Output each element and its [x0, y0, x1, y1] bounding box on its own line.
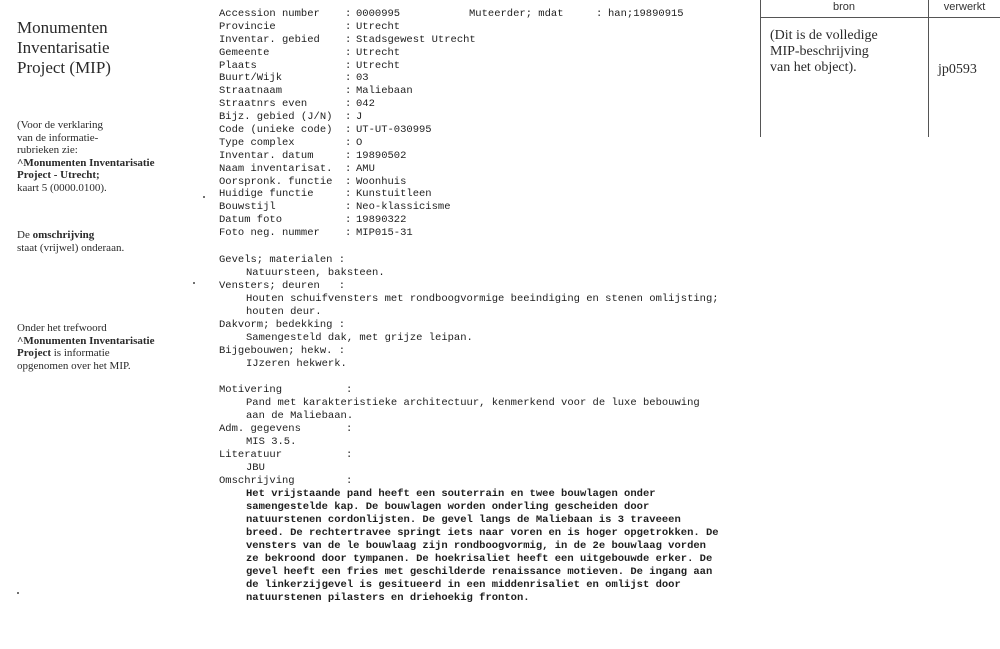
note-link[interactable]: Project - Utrecht; [17, 169, 100, 181]
field-label: Plaats [219, 59, 257, 72]
field-label: Accession number [219, 8, 320, 20]
section-heading: Vensters; deuren : [219, 280, 346, 292]
description-line: natuurstenen pilasters en driehoekig fronton. [246, 592, 530, 604]
section-text: IJzeren hekwerk. [246, 358, 347, 370]
field-value: Utrecht [356, 20, 401, 33]
field-value: Neo-klassicisme [356, 201, 451, 214]
processed-code: jp0593 [938, 62, 977, 77]
column-header-bron: bron [832, 1, 856, 13]
field-colon: : [345, 8, 352, 20]
sidebar-title [17, 18, 197, 78]
field-value: 19890322 [356, 214, 407, 227]
section-text: JBU [246, 462, 265, 474]
section-heading: Motivering [219, 384, 283, 396]
field-value: AMU [356, 162, 375, 175]
field-colon: : [345, 124, 352, 137]
section-text: Houten schuifvensters met rondboogvormige beeindiging en stenen omlijsting; [246, 293, 719, 305]
field-label: Type complex [219, 136, 295, 149]
section-heading: Omschrijving [219, 475, 295, 487]
mutation-colon: : [596, 8, 603, 20]
note-line: opgenomen over het MIP. [17, 359, 131, 372]
section-colon: : [346, 449, 353, 461]
field-value: Kunstuitleen [356, 188, 432, 201]
field-colon: : [345, 227, 352, 240]
box-border-left [760, 0, 761, 137]
column-header-verwerkt: verwerkt [943, 1, 986, 13]
source-description [770, 28, 920, 76]
field-value: 19890502 [356, 149, 407, 162]
field-value: MIP015-31 [356, 227, 413, 240]
field-value: J [356, 111, 363, 124]
mutation-label: Muteerder; mdat [469, 8, 564, 20]
description-line: Het vrijstaande pand heeft een souterrain en twee bouwlagen onder [246, 488, 656, 500]
field-label: Foto neg. nummer [219, 227, 320, 240]
section-heading: Dakvorm; bedekking : [219, 319, 346, 331]
section-colon: : [346, 423, 353, 435]
field-value: O [356, 136, 363, 149]
field-colon: : [345, 46, 352, 59]
mutation-value: han;19890915 [608, 8, 684, 20]
note-line: van de informatie- [17, 131, 99, 144]
field-value: Maliebaan [356, 85, 413, 98]
field-label: Naam inventarisat. [219, 162, 333, 175]
section-text: Natuursteen, baksteen. [246, 267, 385, 279]
sidebar-note-legend [17, 119, 197, 194]
field-colon: : [345, 33, 352, 46]
section-text: MIS 3.5. [246, 436, 297, 448]
field-value: Utrecht [356, 46, 401, 59]
field-label: Inventar. gebied [219, 33, 320, 46]
field-value: 0000995 [356, 8, 401, 20]
scan-speck [203, 196, 205, 198]
description-line: samengestelde kap. De bouwlagen worden onderling gescheiden door [246, 501, 650, 513]
field-colon: : [345, 136, 352, 149]
field-colon: : [345, 201, 352, 214]
field-colon: : [345, 72, 352, 85]
description-line: vensters van de le bouwlaag zijn rondboogvormig, in de 2e bouwlaag vorden [246, 540, 706, 552]
field-colon: : [345, 162, 352, 175]
note-link[interactable]: ^Monumenten Inventarisatie [17, 334, 155, 347]
sidebar-note-trefwoord [17, 322, 197, 372]
field-label: Huidige functie [219, 188, 314, 201]
field-colon: : [345, 149, 352, 162]
sidebar-title-line: Inventarisatie [17, 38, 110, 57]
section-heading: Adm. gegevens [219, 423, 301, 435]
field-colon: : [345, 111, 352, 124]
sidebar-title-line: Project (MIP) [17, 58, 111, 77]
field-value: 03 [356, 72, 369, 85]
field-value: 042 [356, 98, 375, 111]
field-colon: : [345, 59, 352, 72]
field-label: Buurt/Wijk [219, 72, 283, 85]
sidebar-title-line: Monumenten [17, 18, 108, 37]
box-header-rule [760, 17, 1000, 18]
description-line: de linkerzijgevel is gesitueerd in een middenrisaliet en omlijst door [246, 579, 681, 591]
field-value: Woonhuis [356, 175, 407, 188]
source-description-line: van het object). [770, 60, 857, 75]
note-line: Onder het trefwoord [17, 322, 107, 334]
sidebar-note-omschrijving [17, 229, 197, 254]
source-description-line: MIP-beschrijving [770, 44, 869, 59]
section-text: houten deur. [246, 306, 322, 318]
section-text: aan de Maliebaan. [246, 410, 354, 422]
section-heading: Bijgebouwen; hekw. : [219, 345, 346, 357]
field-label: Bijz. gebied (J/N) [219, 111, 333, 124]
field-label: Datum foto [219, 214, 283, 227]
note-line: kaart 5 (0000.0100). [17, 181, 107, 194]
note-line: staat (vrijwel) onderaan. [17, 241, 125, 254]
section-heading: Gevels; materialen : [219, 254, 346, 266]
section-colon: : [346, 475, 353, 487]
field-value: Stadsgewest Utrecht [356, 33, 476, 46]
description-line: gevel heeft een fries met geschilderde renaissance motieven. De ingang aan [246, 566, 713, 578]
field-label: Provincie [219, 20, 276, 33]
field-colon: : [345, 175, 352, 188]
description-line: ze bekroond door tympanen. De hoekrisaliet heeft een uitgebouwde erker. De [246, 553, 713, 565]
note-link[interactable]: ^Monumenten Inventarisatie [17, 156, 155, 169]
section-text: Pand met karakteristieke architectuur, kenmerkend voor de luxe bebouwing [246, 397, 700, 409]
field-label: Code (unieke code) [219, 124, 333, 137]
section-colon: : [346, 384, 353, 396]
section-text: Samengesteld dak, met grijze leipan. [246, 332, 473, 344]
field-colon: : [345, 85, 352, 98]
source-description-line: (Dit is de volledige [770, 28, 878, 43]
field-label: Bouwstijl [219, 201, 276, 214]
scan-speck [193, 282, 195, 284]
note-line: rubrieken zie: [17, 144, 78, 156]
note-line: Project is informatie [17, 347, 110, 359]
field-label: Oorspronk. functie [219, 175, 333, 188]
note-line: De omschrijving [17, 229, 95, 241]
field-label: Inventar. datum [219, 149, 314, 162]
field-colon: : [345, 188, 352, 201]
section-heading: Literatuur [219, 449, 283, 461]
box-border-middle [928, 0, 929, 137]
field-colon: : [345, 214, 352, 227]
field-label: Gemeente [219, 46, 270, 59]
scan-speck [17, 592, 19, 594]
field-label: Straatnaam [219, 85, 283, 98]
field-colon: : [345, 98, 352, 111]
field-value: Utrecht [356, 59, 401, 72]
note-line: (Voor de verklaring [17, 119, 103, 131]
description-line: breed. De rechtertravee springt iets naar voren en is hoger opgetrokken. De [246, 527, 719, 539]
field-label: Straatnrs even [219, 98, 308, 111]
description-line: natuurstenen cordonlijsten. De gevel langs de Maliebaan is 3 traveeen [246, 514, 681, 526]
field-value: UT-UT-030995 [356, 124, 432, 137]
field-colon: : [345, 20, 352, 33]
